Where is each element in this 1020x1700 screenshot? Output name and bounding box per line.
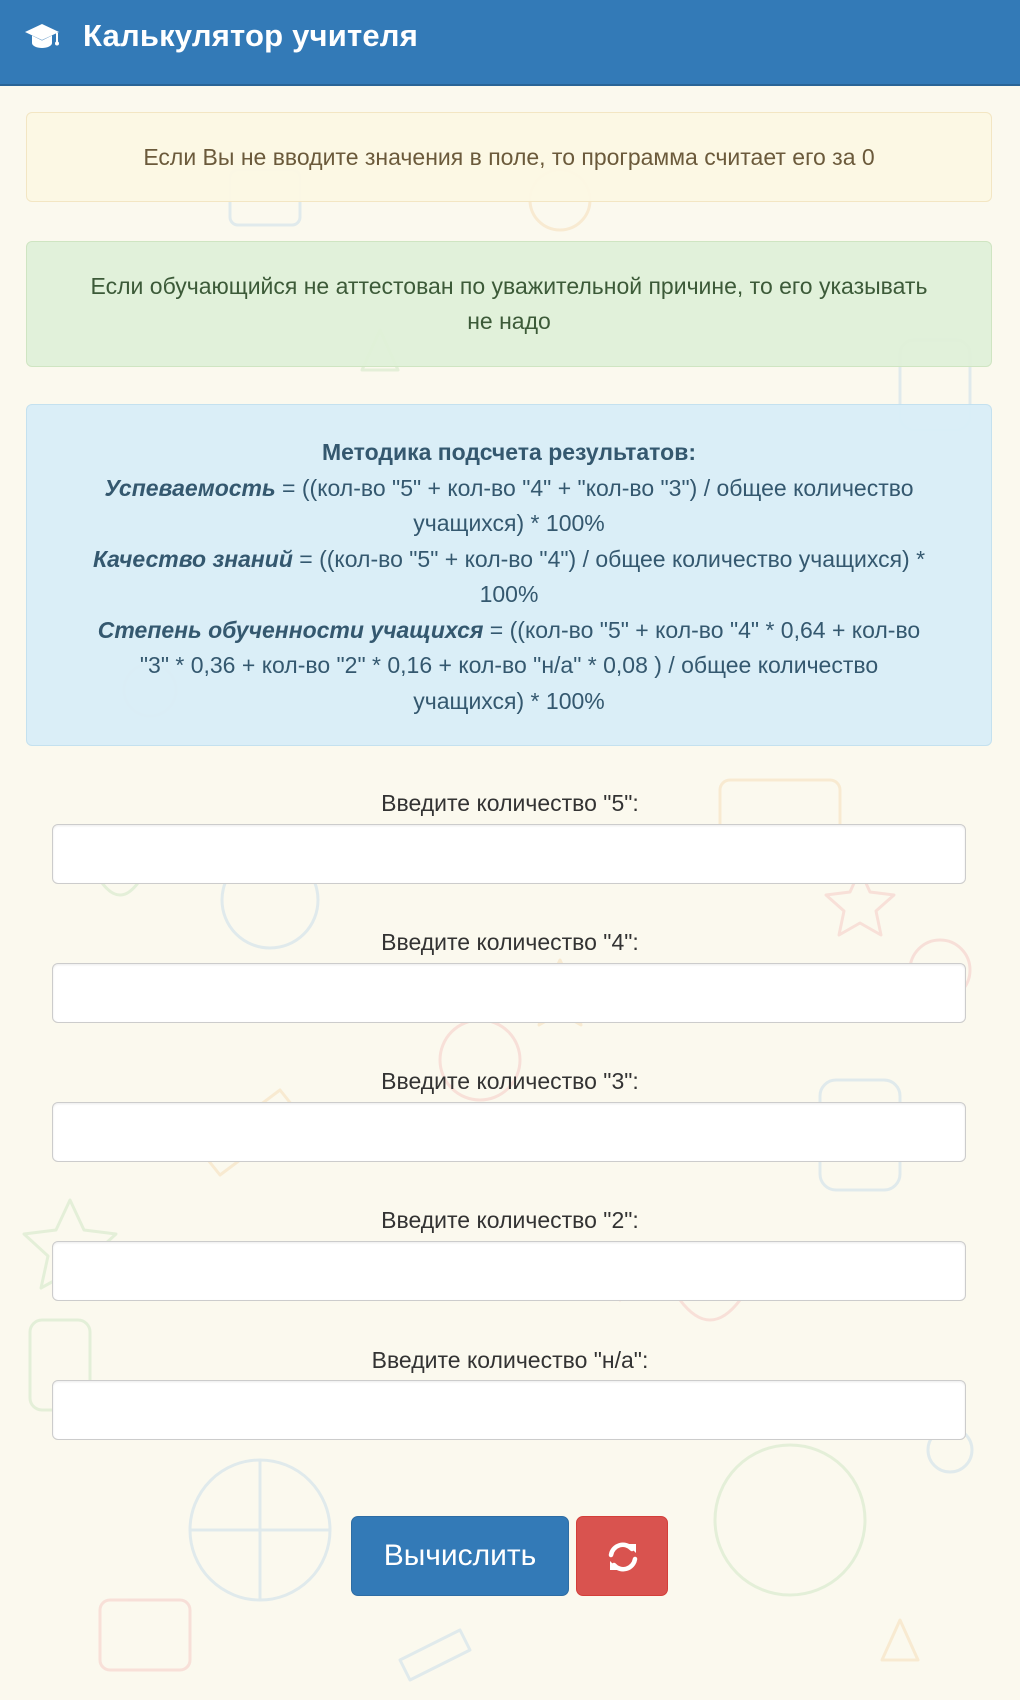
- refresh-icon: [606, 1540, 640, 1574]
- method-term: Качество знаний: [92, 545, 293, 572]
- not-attested-notice-line1: Если обучающийся не аттестован по уважительной причине, то его указывать: [90, 273, 928, 299]
- calculation-method-panel: [26, 404, 992, 746]
- method-term: Успеваемость: [104, 474, 276, 501]
- count-5-input[interactable]: [52, 824, 966, 884]
- method-formula: = ((кол-во "5" + кол-во "4" * 0,64 + кол-во: [483, 616, 921, 643]
- count-3-input[interactable]: [52, 1102, 966, 1162]
- count-3-label: Введите количество "3":: [381, 1068, 639, 1094]
- count-4-label: Введите количество "4":: [381, 929, 639, 955]
- app-header: [0, 0, 1020, 86]
- method-item-success-rate: [67, 471, 951, 542]
- method-formula: учащихся) * 100%: [413, 687, 605, 714]
- method-formula: учащихся) * 100%: [413, 510, 605, 536]
- not-attested-notice-line2: не надо: [467, 308, 551, 334]
- count-2-label: Введите количество "2":: [381, 1207, 639, 1233]
- zero-value-notice: [26, 112, 992, 202]
- zero-value-notice-text: Если Вы не вводите значения в поле, то программа считает его за 0: [143, 144, 875, 170]
- not-attested-notice: [26, 241, 992, 367]
- count-na-input[interactable]: [52, 1380, 966, 1440]
- page-title: Калькулятор учителя: [83, 18, 418, 53]
- reset-button[interactable]: [576, 1516, 668, 1596]
- method-term: Степень обученности учащихся: [97, 616, 484, 643]
- calculate-button[interactable]: Вычислить: [351, 1516, 569, 1596]
- method-formula: = ((кол-во "5" + кол-во "4" + "кол-во "3") / общее количество: [275, 474, 914, 501]
- method-heading: Методика подсчета результатов:: [322, 439, 696, 465]
- count-2-input[interactable]: [52, 1241, 966, 1301]
- count-na-label: Введите количество "н/а":: [371, 1347, 649, 1373]
- method-formula: "3" * 0,36 + кол-во "2" * 0,16 + кол-во "н/а" * 0,08 ) / общее количество: [139, 652, 879, 678]
- method-formula: 100%: [479, 581, 539, 607]
- method-item-learning-degree: [67, 613, 951, 720]
- method-formula: = ((кол-во "5" + кол-во "4") / общее количество учащихся) *: [292, 545, 926, 572]
- method-item-knowledge-quality: [67, 542, 951, 613]
- count-5-label: Введите количество "5":: [381, 790, 639, 816]
- graduation-cap-icon: [24, 20, 60, 52]
- count-4-input[interactable]: [52, 963, 966, 1023]
